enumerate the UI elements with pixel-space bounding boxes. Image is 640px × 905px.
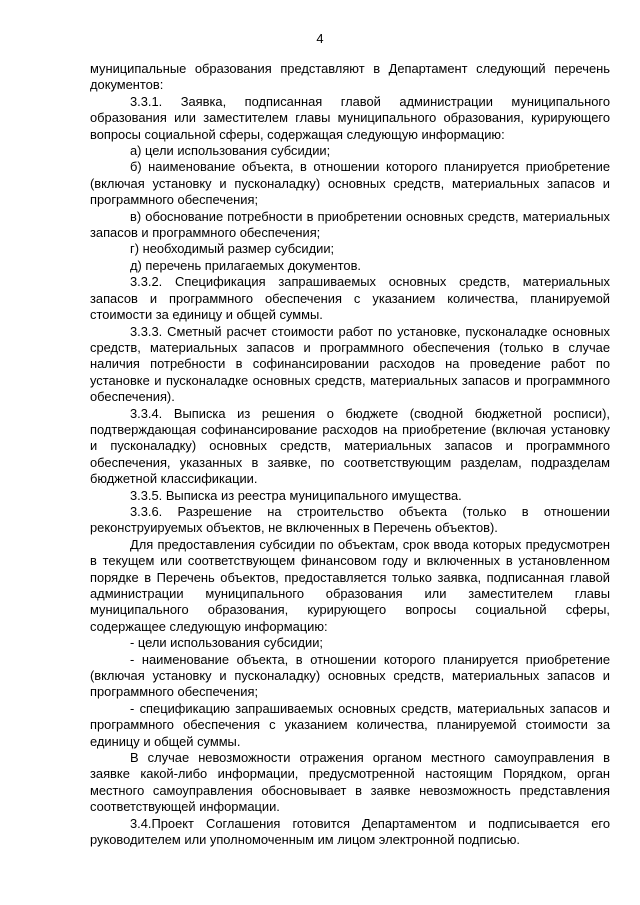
dash-item-specification: - спецификацию запрашиваемых основных средств, материальных запасов и программного обеспечения с указанием количества, планируемой стоимости за единицу и общей суммы. bbox=[90, 700, 610, 749]
list-item-v: в) обоснование потребности в приобретении основных средств, материальных запасов и программного обеспечения; bbox=[90, 208, 610, 241]
list-item-b: б) наименование объекта, в отношении которого планируется приобретение (включая установку и пусконаладку) основных средств, материальных запасов и программного обеспечения; bbox=[90, 159, 610, 208]
dash-item-goals: - цели использования субсидии; bbox=[130, 635, 324, 651]
paragraph-3-4: 3.4.Проект Соглашения готовится Департаментом и подписывается его руководителем или уполномоченным им лицом электронной подписью. bbox=[90, 815, 610, 848]
list-item-g: г) необходимый размер субсидии; bbox=[130, 241, 335, 257]
paragraph-3-3-4: 3.3.4. Выписка из решения о бюджете (сводной бюджетной росписи), подтверждающая софинансирование расходов на приобретение (включая установку и пусконаладку) основных средств, материальных запасов и программного обеспечения, указанных в заявке, по соответствующим разделам, подразделам бюджетной классификации. bbox=[90, 405, 610, 487]
paragraph-objects-subsidy: Для предоставления субсидии по объектам, срок ввода которых предусмотрен в текущем или соответствующем финансовом году и включенных в установленном порядке в Перечень объектов, предоставляется только заявка, подписанная главой администрации муниципального образования или заместителем главы муниципального образования, курирующего вопросы социальной сферы, содержащее следующую информацию: bbox=[90, 536, 610, 634]
page-number: 4 bbox=[316, 31, 324, 46]
list-item-d: д) перечень прилагаемых документов. bbox=[130, 257, 361, 273]
list-item-a: а) цели использования субсидии; bbox=[130, 143, 331, 159]
paragraph-intro: муниципальные образования представляют в Департамент следующий перечень документов: bbox=[90, 61, 610, 93]
paragraph-3-3-1: 3.3.1. Заявка, подписанная главой администрации муниципального образования или заместителем главы муниципального образования, курирующего вопросы социальной сферы, содержащая следующую информацию: bbox=[90, 93, 610, 142]
paragraph-impossibility: В случае невозможности отражения органом местного самоуправления в заявке какой-либо информации, предусмотренной настоящим Порядком, орган местного самоуправления обосновывает в заявке невозможность представления соответствующей информации. bbox=[90, 750, 610, 815]
dash-item-object-name: - наименование объекта, в отношении которого планируется приобретение (включая установку и пусконаладку) основных средств, материальных запасов и программного обеспечения; bbox=[90, 651, 610, 700]
document-body bbox=[90, 61, 610, 849]
paragraph-3-3-3: 3.3.3. Сметный расчет стоимости работ по установке, пусконаладке основных средств, материальных запасов и программного обеспечения (только в случае наличия потребности в софинансировании расходов на проведение работ по установке и пусконаладке основных средств, материальных запасов и программного обеспечения). bbox=[90, 323, 610, 405]
paragraph-3-3-6: 3.3.6. Разрешение на строительство объекта (только в отношении реконструируемых объектов, не включенных в Перечень объектов). bbox=[90, 503, 610, 536]
paragraph-3-3-5: 3.3.5. Выписка из реестра муниципального имущества. bbox=[130, 487, 462, 503]
paragraph-3-3-2: 3.3.2. Спецификация запрашиваемых основных средств, материальных запасов и программного обеспечения с указанием количества, планируемой стоимости за единицу и общей суммы. bbox=[90, 274, 610, 323]
